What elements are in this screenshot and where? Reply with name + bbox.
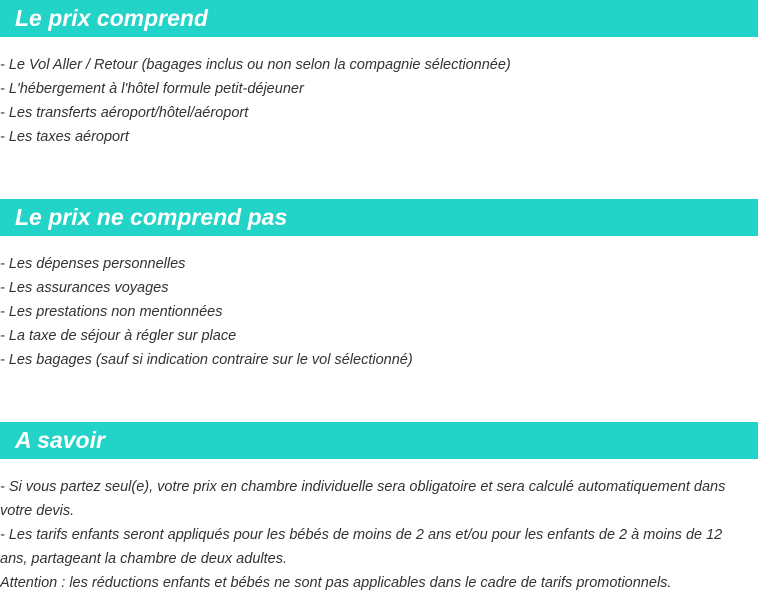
list-item: - Les prestations non mentionnées <box>0 304 223 320</box>
info-paragraph-child-rates: - Les tarifs enfants seront appliqués pour les bébés de moins de 2 ans et/ou pour les enfants de 2 à moins de 12 ans, partageant la chambre de deux adultes. <box>0 527 723 567</box>
list-item: - Les taxes aéroport <box>0 129 129 145</box>
list-item: - Les assurances voyages <box>0 280 169 296</box>
section-header-includes <box>0 0 758 37</box>
section-title-includes: Le prix comprend <box>15 5 208 31</box>
list-item: - Les transferts aéroport/hôtel/aéroport <box>0 105 249 121</box>
info-block <box>0 475 752 595</box>
section-title-info: A savoir <box>15 427 105 453</box>
section-title-excludes: Le prix ne comprend pas <box>15 204 288 230</box>
list-item: - Les dépenses personnelles <box>0 256 186 272</box>
includes-list <box>0 53 511 149</box>
list-item: - La taxe de séjour à régler sur place <box>0 328 237 344</box>
list-item: - Les bagages (sauf si indication contraire sur le vol sélectionné) <box>0 352 413 368</box>
section-header-info <box>0 422 758 459</box>
info-paragraph-single-room: - Si vous partez seul(e), votre prix en chambre individuelle sera obligatoire et sera calculé automatiquement dans votre devis. <box>0 479 726 519</box>
list-item: - Le Vol Aller / Retour (bagages inclus ou non selon la compagnie sélectionnée) <box>0 57 511 73</box>
section-header-excludes <box>0 199 758 236</box>
excludes-list <box>0 252 413 372</box>
info-paragraph-attention: Attention : les réductions enfants et bébés ne sont pas applicables dans le cadre de tarifs promotionnels. <box>0 575 672 591</box>
list-item: - L'hébergement à l'hôtel formule petit-déjeuner <box>0 81 304 97</box>
